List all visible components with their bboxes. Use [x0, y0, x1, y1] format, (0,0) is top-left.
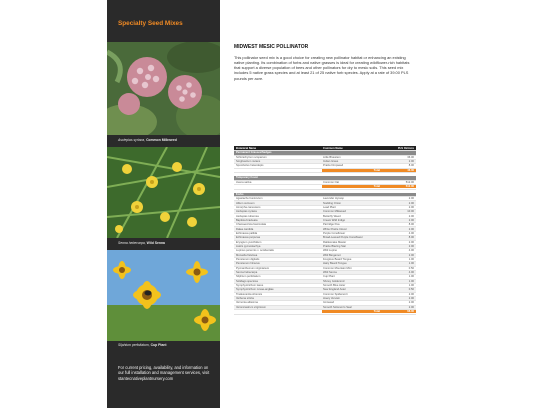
rate-value: 2.00: [408, 301, 414, 305]
rate-value: 1.00: [408, 258, 414, 262]
common-name: Common Mountain Mint: [323, 266, 352, 270]
cup-plant-caption: Silphium perfoliatum, Cup Plant: [118, 343, 167, 347]
botanical-name: Vernonia altissima: [236, 301, 258, 305]
rate-value: 2.00: [408, 253, 414, 257]
rate-value: 8.00: [408, 223, 414, 227]
common-name: Wild Lupine: [323, 249, 338, 253]
botanical-name: Asclepias syriaca: [236, 210, 257, 214]
wild-senna-photo: [107, 147, 220, 238]
total-value: 46.00: [382, 169, 416, 172]
seed-table: [234, 146, 416, 315]
botanical-name: Pycnanthemum virginianum: [236, 266, 270, 270]
botanical-name: Symphyotrichum novae-angliae: [236, 288, 274, 292]
common-name: Wild Bergamot: [323, 253, 341, 257]
rate-value: 4.00: [408, 271, 414, 275]
total-label: Total: [322, 169, 382, 172]
botanical-name: Amorpha canescens: [236, 205, 261, 209]
rate-value: 2.00: [408, 227, 414, 231]
botanical-name: Chamaecrista fasciculata: [236, 223, 267, 227]
common-name: Ironweed: [323, 301, 335, 305]
common-name: Nodding Onion: [323, 201, 341, 205]
rate-value: 2.00: [408, 160, 414, 164]
botanical-name: Penstemon digitalis: [236, 258, 260, 262]
botanical-name: Solidago speciosa: [236, 279, 258, 283]
common-name: Hoary Vervain: [323, 297, 340, 301]
section-name: Forbs: [236, 192, 244, 196]
rate-value: 2.00: [408, 197, 414, 201]
mix-description: This pollinator seed mix is a good choice for creating new pollinator habitat or enhancing an existing native planting. Its combination of forbs and native grasses is ideal for creating wildflower-rich habitats that support a diverse population of bees and other pollinators for dry to mesic soils. This seed mix includes 5 native grass species and at least 21 of 25 native forb species. Apply at a rate of 39.00 PLS pounds per acre.: [234, 55, 410, 81]
botanical-name: Liatris pycnostachya: [236, 245, 261, 249]
section-name: Temporary Cover: [236, 176, 259, 180]
rate-value: 1.00: [408, 279, 414, 283]
botanical-name: Tradescantia ohiensis: [236, 292, 263, 296]
rate-value: 2.00: [408, 218, 414, 222]
common-name: Little Bluestem: [323, 155, 341, 159]
common-name: Butterfly Weed: [323, 214, 341, 218]
botanical-name: Penstemon hirsutus: [236, 262, 260, 266]
rate-value: 8.00: [408, 164, 414, 168]
common-name: Foxglove Beard Tongue: [323, 258, 352, 262]
common-name: Hairy Beard Tongue: [323, 262, 347, 266]
total-row: [234, 310, 416, 315]
common-name: Rattlesnake Master: [323, 240, 347, 244]
common-name: Broad-Leaved Purple Coneflower: [323, 236, 363, 240]
rate-value: 2.00: [408, 205, 414, 209]
botanical-name: Echinacea pallida: [236, 231, 258, 235]
common-name: New England Aster: [323, 288, 346, 292]
mix-title: MIDWEST MESIC POLLINATOR: [234, 44, 309, 50]
common-name: Purple Coneflower: [323, 231, 346, 235]
seed-mix-page: [107, 0, 429, 408]
common-name: Indian Grass: [323, 160, 339, 164]
botanical-name: Silphium perfoliatum: [236, 275, 261, 279]
rate-value: 1.00: [408, 284, 414, 288]
rate-value: 2.00: [408, 201, 414, 205]
rate-value: 8.00: [408, 236, 414, 240]
rate-value: 4.00: [408, 231, 414, 235]
botanical-name: Monarda fistulosa: [236, 253, 258, 257]
common-name: Wild Senna: [323, 271, 337, 275]
common-name: Prairie Dropseed: [323, 164, 344, 168]
common-name: Cup Plant: [323, 275, 335, 279]
rate-value: 2.00: [408, 214, 414, 218]
botanical-name: Schizachyrium scoparium: [236, 155, 267, 159]
rate-value: 1.00: [408, 262, 414, 266]
total-label: Total: [322, 185, 382, 188]
wild-senna-caption: Senna hebecarpa, Wild Senna: [118, 240, 165, 245]
rate-value: 2.00: [408, 297, 414, 301]
botanical-name: Agastache foeniculum: [236, 197, 263, 201]
rate-value: 1.00: [408, 275, 414, 279]
cup-plant-photo: [107, 250, 220, 341]
botanical-name: Baptisia bracteata: [236, 218, 258, 222]
sidebar-title: Specialty Seed Mixes: [118, 20, 183, 27]
total-value: 512.00: [382, 185, 416, 188]
botanical-name: Sporobolus heterolepis: [236, 164, 264, 168]
section-name: Permanent Grasses/Sedges: [236, 151, 272, 155]
rate-value: 0.50: [408, 266, 414, 270]
common-name: Common Spiderwort: [323, 292, 348, 296]
common-name: White Prairie Clover: [323, 227, 347, 231]
common-name: Smooth Solomon's Seal: [323, 305, 352, 309]
rate-value: 0.50: [408, 288, 414, 292]
botanical-name: Dalea candida: [236, 227, 254, 231]
rate-value: 2.00: [408, 245, 414, 249]
common-name: Lavender Hyssop: [323, 197, 344, 201]
total-label: Total: [322, 310, 382, 313]
botanical-name: Veronicastrum virginicum: [236, 305, 267, 309]
botanical-name: Asclepias tuberosa: [236, 214, 259, 218]
total-value: 68.00: [382, 310, 416, 313]
rate-value: 512.00: [405, 180, 414, 184]
rate-value: 2.00: [408, 305, 414, 309]
botanical-name: Verbena stricta: [236, 297, 254, 301]
common-name: Common Milkweed: [323, 210, 346, 214]
rate-value: 2.00: [408, 292, 414, 296]
common-name: Prairie Blazing Star: [323, 245, 347, 249]
botanical-name: Avena sativa: [236, 180, 252, 184]
botanical-name: Symphyotrichum laeve: [236, 284, 264, 288]
common-name: Showy Goldenrod: [323, 279, 345, 283]
sidebar-footer: For current pricing, availability, and information on our full installation and management services, visit stantecnativeplantnursery.com: [118, 365, 210, 381]
botanical-name: Eryngium yuccifolium: [236, 240, 262, 244]
rate-value: 2.00: [408, 240, 414, 244]
milkweed-caption: Asclepias syriaca, Common Milkweed: [118, 137, 177, 142]
common-name: Lead Plant: [323, 205, 336, 209]
common-name: Common Oat: [323, 180, 339, 184]
header-botanical: Botanical Name: [236, 146, 257, 150]
botanical-name: Sorghastrum nutans: [236, 160, 261, 164]
botanical-name: Echinacea purpurea: [236, 236, 261, 240]
botanical-name: Allium cernuum: [236, 201, 255, 205]
milkweed-photo: [107, 42, 220, 135]
common-name: Cream Wild Indigo: [323, 218, 346, 222]
header-common: Common Name: [323, 146, 343, 150]
common-name: Smooth Blue Aster: [323, 284, 346, 288]
rate-value: 4.00: [408, 249, 414, 253]
botanical-name: Lupinus perennis v. occidentalis: [236, 249, 274, 253]
botanical-name: Senna hebecarpa: [236, 271, 258, 275]
sidebar: [107, 0, 220, 408]
common-name: Partridge Pea: [323, 223, 340, 227]
rate-value: 36.00: [407, 155, 414, 159]
rate-value: 10.00: [407, 210, 414, 214]
header-rate: PLS Oz/Acre: [397, 146, 414, 150]
